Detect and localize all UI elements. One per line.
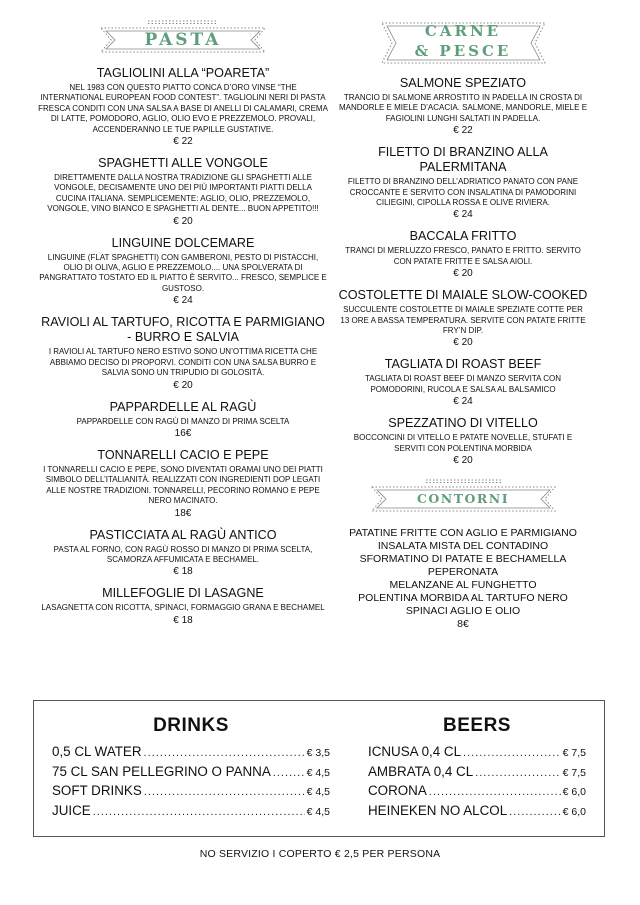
contorni-banner bbox=[366, 477, 561, 517]
price-row-name: SOFT DRINKS bbox=[52, 783, 142, 798]
item-name: SPAGHETTI ALLE VONGOLE bbox=[98, 156, 268, 171]
dot-leader bbox=[463, 745, 561, 763]
dot-leader bbox=[144, 784, 305, 802]
item-price: € 20 bbox=[173, 215, 193, 227]
price-row-name: CORONA bbox=[368, 783, 427, 798]
item-description: SUCCULENTE COSTOLETTE DI MAIALE SPEZIATE COTTE PER 13 ORE A BASSA TEMPERATURA. SERVITE CON PATATE FRITTE FRY’N DIP. bbox=[340, 305, 586, 336]
price-row-price: € 4,5 bbox=[306, 766, 330, 779]
item-name: BACCALA FRITTO bbox=[409, 229, 517, 244]
contorni-item: MELANZANE AL FUNGHETTO bbox=[389, 579, 537, 592]
price-row-price: € 4,5 bbox=[306, 786, 330, 798]
menu-item bbox=[338, 229, 588, 280]
carne-banner bbox=[376, 18, 551, 68]
contorni-item: SPINACI AGLIO E OLIO bbox=[405, 605, 521, 618]
price-row-name: ICNUSA 0,4 CL bbox=[368, 744, 462, 759]
menu-item bbox=[38, 156, 328, 228]
item-name: TAGLIATA DI ROAST BEEF bbox=[384, 357, 542, 372]
price-row-name: AMBRATA 0,4 CL bbox=[368, 763, 474, 779]
menu-item bbox=[38, 315, 328, 391]
carne-heading-line1: CARNE bbox=[424, 22, 502, 40]
dot-leader bbox=[475, 765, 560, 783]
item-price: € 24 bbox=[173, 295, 193, 307]
beers-heading: BEERS bbox=[443, 715, 511, 736]
price-row bbox=[368, 743, 586, 763]
item-price: € 24 bbox=[453, 396, 473, 408]
item-description: TAGLIATA DI ROAST BEEF DI MANZO SERVITA CON POMODORINI, RUCOLA E SALSA AL BALSAMICO bbox=[364, 374, 562, 394]
drinks-heading: DRINKS bbox=[153, 715, 229, 736]
price-row bbox=[52, 782, 330, 802]
contorni-item: PATATINE FRITTE CON AGLIO E PARMIGIANO bbox=[349, 527, 577, 540]
item-description: I RAVIOLI AL TARTUFO NERO ESTIVO SONO UN’OTTIMA RICETTA CHE ABBIAMO DECISO DI PROPORVI. CONDITI CON UNA SALSA BURRO E SALVIA SONO UN TRIPUDIO DI GOLOSITÀ. bbox=[48, 347, 318, 378]
contorni-price: 8€ bbox=[457, 618, 469, 631]
menu-item bbox=[338, 416, 588, 467]
price-row-price: € 4,5 bbox=[306, 805, 330, 818]
menu-item bbox=[338, 288, 588, 349]
item-price: € 20 bbox=[453, 455, 473, 467]
menu-item bbox=[38, 236, 328, 308]
item-description: I TONNARELLI CACIO E PEPE, SONO DIVENTATI ORAMAI UNO DEI PIATTI SIMBOLO DELL’ITALIANITÀ. REALIZZATI CON INGREDIENTI DOP LEGATI ALLE NOSTRE TRADIZIONI. TONNARELLI, PECORINO ROMANO E PEPE NERO MACINATO. bbox=[43, 464, 323, 506]
item-description: TRANCIO DI SALMONE ARROSTITO IN PADELLA IN CROSTA DI MANDORLE E MIELE D’ACACIA. SALMONE, MANDORLE, MIELE E FAGIOLINI LUNGHI SALTATI IN PADELLA. bbox=[338, 93, 588, 123]
item-price: € 20 bbox=[173, 379, 193, 391]
price-row bbox=[52, 763, 330, 783]
item-name: PASTICCIATA AL RAGÙ ANTICO bbox=[89, 527, 277, 542]
contorni-item: SFORMATINO DI PATATE E BECHAMELLA bbox=[359, 553, 567, 566]
dot-leader bbox=[144, 745, 305, 763]
item-price: € 24 bbox=[453, 209, 473, 221]
item-name: RAVIOLI AL TARTUFO, RICOTTA E PARMIGIANO - BURRO E SALVIA bbox=[41, 315, 325, 345]
drinks-box bbox=[33, 700, 605, 837]
item-price: € 18 bbox=[173, 614, 193, 626]
menu-item bbox=[38, 400, 328, 440]
pasta-item-list bbox=[38, 66, 328, 627]
contorni-item: PEPERONATA bbox=[427, 566, 499, 579]
dot-leader bbox=[93, 804, 305, 822]
item-name: COSTOLETTE DI MAIALE SLOW-COOKED bbox=[338, 288, 588, 303]
price-row bbox=[52, 802, 330, 822]
dot-leader bbox=[429, 784, 561, 802]
footer-note: NO SERVIZIO I COPERTO € 2,5 PER PERSONA bbox=[199, 848, 441, 860]
price-row bbox=[368, 802, 586, 822]
drinks-section bbox=[52, 715, 330, 821]
item-name: TONNARELLI CACIO E PEPE bbox=[97, 447, 269, 462]
beers-list bbox=[368, 743, 586, 821]
item-description: DIRETTAMENTE DALLA NOSTRA TRADIZIONE GLI SPAGHETTI ALLE VONGOLE, DECISAMENTE UNO DEI PIÙ IMPORTANTI PIATTI DELLA CUCINA ITALIANA. SEMPLICEMENTE: AGLIO, OLIO, PREZZEMOLO, VONGOLE, VINO BIANCO E SPAGHETTI AL DENTE... BUON APPETITO!!! bbox=[47, 173, 319, 214]
price-row bbox=[368, 763, 586, 783]
item-description: LINGUINE (FLAT SPAGHETTI) CON GAMBERONI, PESTO DI PISTACCHI, OLIO DI OLIVA, AGLIO E PREZZEMOLO.... UNA SPOLVERATA DI PANGRATTATO TOSTATO ED IL PIATTO È SERVITO... FRESCO, SEMPLICE E GUSTOSO. bbox=[39, 252, 327, 293]
beers-section bbox=[368, 715, 586, 821]
price-row-name: JUICE bbox=[52, 802, 91, 818]
carne-heading-line2: & PESCE bbox=[414, 42, 512, 60]
item-name: MILLEFOGLIE DI LASAGNE bbox=[102, 586, 264, 601]
contorni-list bbox=[318, 527, 608, 631]
price-row-name: 75 CL SAN PELLEGRINO O PANNA bbox=[52, 763, 271, 779]
contorni-item: POLENTINA MORBIDA AL TARTUFO NERO bbox=[358, 592, 568, 605]
pasta-column bbox=[38, 18, 328, 627]
menu-item bbox=[38, 586, 328, 626]
item-description: NEL 1983 CON QUESTO PIATTO CONCA D’ORO VINSE “THE INTERNATIONAL EUROPEAN FOOD CONTEST”. TAGLIOLINI NERI DI PASTA FRESCA CONDITI CON UNA SALSA A BASE DI ANELLI DI CALAMARI, CREMA DI LATTE, POMODORO, AGLIO, OLIO EVO E PREZZEMOLO. PROVALI, ACCENDERANNO LE TUE PAPILLE GUSTATIVE. bbox=[38, 83, 328, 134]
item-description: FILETTO DI BRANZINO DELL’ADRIATICO PANATO CON PANE CROCCANTE E SERVITO CON INSALATINA DI PAMODORINI CILIEGINI, CIPOLLA ROSSA E OLIVE RIVIERA. bbox=[347, 177, 579, 208]
price-row-name: 0,5 CL WATER bbox=[52, 744, 142, 759]
drinks-list bbox=[52, 743, 330, 821]
item-price: 16€ bbox=[174, 427, 192, 439]
dot-leader bbox=[273, 765, 305, 783]
menu-item bbox=[338, 76, 588, 137]
menu-item bbox=[338, 145, 588, 221]
price-row bbox=[368, 782, 586, 802]
item-name: LINGUINE DOLCEMARE bbox=[111, 235, 255, 250]
pasta-heading: PASTA bbox=[144, 30, 222, 50]
carne-item-list bbox=[338, 76, 588, 467]
price-row-price: € 3,5 bbox=[306, 747, 330, 759]
price-row-price: € 6,0 bbox=[562, 805, 586, 818]
pasta-banner bbox=[93, 18, 273, 58]
item-price: 18€ bbox=[174, 507, 192, 519]
item-description: LASAGNETTA CON RICOTTA, SPINACI, FORMAGGIO GRANA E BECHAMEL bbox=[41, 603, 325, 613]
carne-column bbox=[338, 18, 588, 631]
price-row-name: HEINEKEN NO ALCOL bbox=[368, 802, 508, 818]
item-price: € 18 bbox=[173, 566, 193, 578]
item-price: € 22 bbox=[173, 136, 193, 148]
item-price: € 22 bbox=[453, 125, 473, 137]
contorni-heading: CONTORNI bbox=[416, 491, 510, 507]
item-description: PAPPARDELLE CON RAGÙ DI MANZO DI PRIMA SCELTA bbox=[76, 416, 290, 426]
menu-item bbox=[338, 357, 588, 408]
menu-item bbox=[38, 66, 328, 148]
dot-leader bbox=[509, 804, 560, 822]
item-name: PAPPARDELLE AL RAGÙ bbox=[109, 399, 257, 414]
menu-item bbox=[38, 528, 328, 579]
item-name: FILETTO DI BRANZINO ALLA PALERMITANA bbox=[378, 145, 548, 175]
price-row-price: € 6,0 bbox=[562, 786, 586, 798]
item-name: SPEZZATINO DI VITELLO bbox=[388, 416, 538, 431]
item-price: € 20 bbox=[453, 268, 473, 280]
item-description: PASTA AL FORNO, CON RAGÙ ROSSO DI MANZO DI PRIMA SCELTA, SCAMORZA AFFUMICATA E BECHAMEL. bbox=[53, 544, 313, 564]
item-description: TRANCI DI MERLUZZO FRESCO, PANATO E FRITTO. SERVITO CON PATATE FRITTE E SALSA AIOLI. bbox=[345, 246, 581, 266]
contorni-item: INSALATA MISTA DEL CONTADINO bbox=[377, 540, 549, 553]
item-description: BOCCONCINI DI VITELLO E PATATE NOVELLE, STUFATI E SERVITI CON POLENTINA MORBIDA bbox=[353, 433, 573, 453]
contorni-item-list bbox=[318, 527, 608, 618]
item-name: TAGLIOLINI ALLA “POARETA” bbox=[96, 66, 270, 80]
menu-item bbox=[38, 448, 328, 520]
price-row bbox=[52, 743, 330, 763]
item-price: € 20 bbox=[453, 337, 473, 349]
item-name: SALMONE SPEZIATO bbox=[399, 76, 527, 90]
price-row-price: € 7,5 bbox=[562, 766, 586, 779]
price-row-price: € 7,5 bbox=[562, 747, 586, 759]
